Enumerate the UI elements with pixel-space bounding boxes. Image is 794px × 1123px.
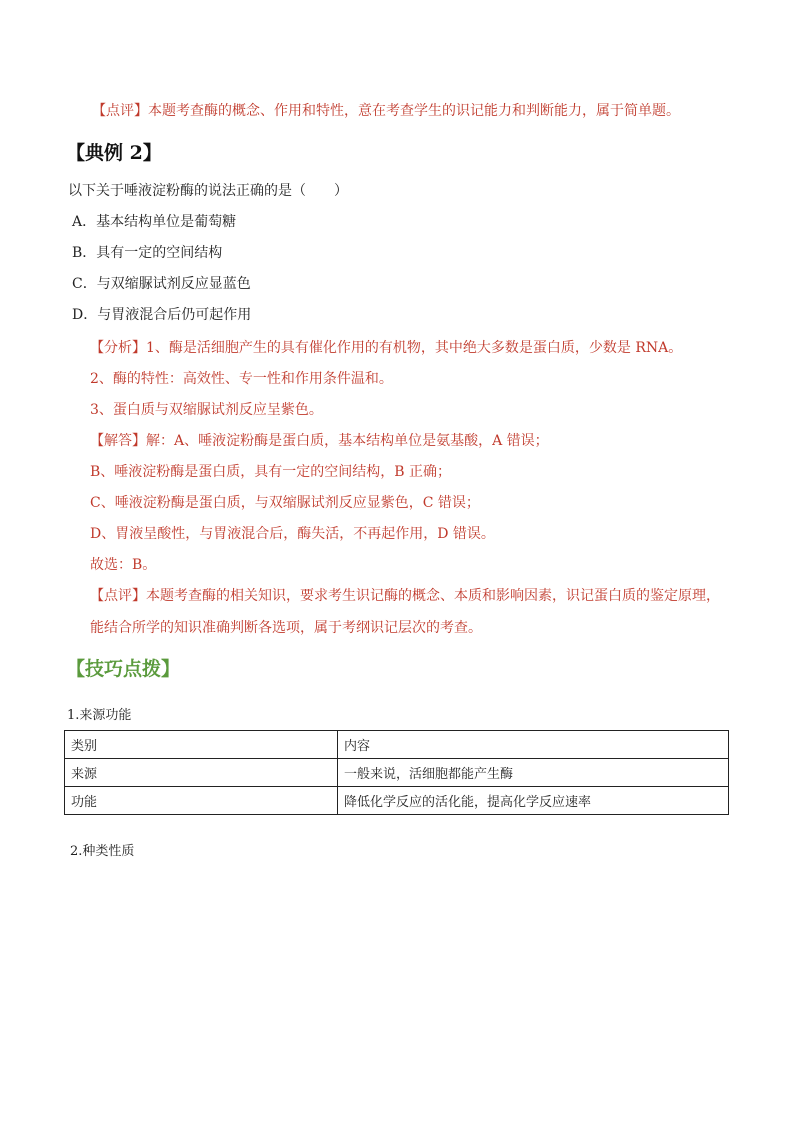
- tips-heading: 【技巧点拨】: [66, 658, 181, 680]
- analysis-tag: 【分析】: [90, 340, 146, 356]
- table-header-cell: 类别: [65, 731, 338, 759]
- answer-line-5: 故选：B。: [90, 557, 157, 573]
- comment-text: 本题考查酶的相关知识，要求考生识记酶的概念、本质和影响因素，识记蛋白质的鉴定原理，: [146, 588, 720, 604]
- table-row: [65, 759, 729, 787]
- option-d: D．与胃液混合后仍可起作用: [72, 307, 252, 323]
- section-1-title: 1.来源功能: [67, 708, 132, 723]
- comment-2: [90, 586, 720, 606]
- comment-text: 本题考查酶的概念、作用和特性，意在考查学生的识记能力和判断能力，属于简单题。: [148, 103, 680, 119]
- analysis-line-1: [90, 338, 682, 358]
- table-header-row: [65, 731, 729, 759]
- comment-2-line-2: 能结合所学的知识准确判断各选项，属于考纲识记层次的考查。: [90, 620, 482, 636]
- answer-line-2: B、唾液淀粉酶是蛋白质，具有一定的空间结构，B 正确；: [90, 464, 452, 480]
- table-cell: 功能: [65, 787, 338, 815]
- table-row: [65, 787, 729, 815]
- option-a: A．基本结构单位是葡萄糖: [72, 214, 237, 230]
- analysis-text: 1、酶是活细胞产生的具有催化作用的有机物，其中绝大多数是蛋白质，少数是 RNA。: [146, 340, 683, 356]
- question-stem: 以下关于唾液淀粉酶的说法正确的是（ ）: [68, 183, 348, 199]
- table-cell: 一般来说，活细胞都能产生酶: [338, 759, 729, 787]
- analysis-line-3: 3、蛋白质与双缩脲试剂反应呈紫色。: [90, 402, 323, 418]
- source-function-table: [64, 730, 729, 815]
- answer-line-3: C、唾液淀粉酶是蛋白质，与双缩脲试剂反应显紫色，C 错误；: [90, 495, 480, 511]
- answer-tag: 【解答】: [90, 433, 146, 449]
- table-header-cell: 内容: [338, 731, 729, 759]
- answer-text: 解：A、唾液淀粉酶是蛋白质，基本结构单位是氨基酸，A 错误；: [146, 433, 549, 449]
- table-cell: 降低化学反应的活化能，提高化学反应速率: [338, 787, 729, 815]
- section-2-title: 2.种类性质: [70, 844, 135, 859]
- analysis-line-2: 2、酶的特性：高效性、专一性和作用条件温和。: [90, 371, 393, 387]
- answer-line-1: [90, 431, 549, 451]
- example-2-heading: 【典例 2】: [66, 142, 162, 164]
- table-cell: 来源: [65, 759, 338, 787]
- comment-tag: 【点评】: [92, 103, 148, 119]
- comment-tag: 【点评】: [90, 588, 146, 604]
- comment-1: [92, 101, 680, 121]
- option-b: B．具有一定的空间结构: [72, 245, 223, 261]
- option-c: C．与双缩脲试剂反应显蓝色: [72, 276, 251, 292]
- answer-line-4: D、胃液呈酸性，与胃液混合后，酶失活，不再起作用，D 错误。: [90, 526, 495, 542]
